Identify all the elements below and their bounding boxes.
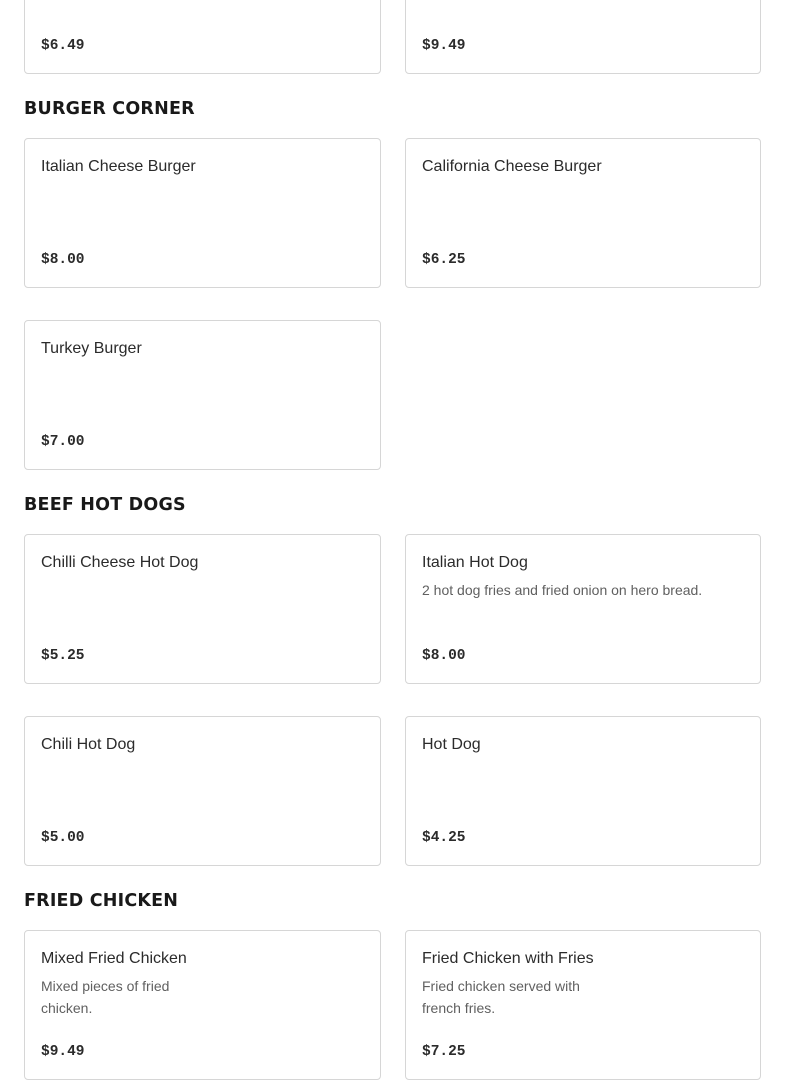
- menu-item-card[interactable]: [405, 138, 761, 288]
- menu-item-card[interactable]: [405, 0, 761, 74]
- menu-item-name: Turkey Burger: [41, 340, 142, 357]
- menu-item-price: $9.49: [41, 1044, 85, 1060]
- menu-item-card[interactable]: [24, 320, 381, 470]
- menu-item-price: $7.25: [422, 1044, 466, 1060]
- section-title-beef-hot-dogs: BEEF HOT DOGS: [24, 495, 186, 515]
- menu-item-name: Hot Dog: [422, 736, 481, 753]
- menu-item-price: $6.49: [41, 38, 85, 54]
- menu-item-card[interactable]: [24, 930, 381, 1080]
- menu-item-card[interactable]: [405, 534, 761, 684]
- section-title-burger-corner: BURGER CORNER: [24, 99, 195, 119]
- menu-item-name: Chili Hot Dog: [41, 736, 136, 753]
- menu-item-price: $8.00: [422, 648, 466, 664]
- menu-item-name: Italian Hot Dog: [422, 554, 528, 571]
- menu-item-card[interactable]: [405, 930, 761, 1080]
- menu-item-description: Mixed pieces of fried chicken.: [41, 978, 170, 1016]
- menu-item-price: $5.00: [41, 830, 85, 846]
- menu-item-description: Fried chicken served with french fries.: [422, 978, 580, 1016]
- menu-item-price: $5.25: [41, 648, 85, 664]
- menu-item-name: Italian Cheese Burger: [41, 158, 196, 175]
- menu-item-price: $9.49: [422, 38, 466, 54]
- menu-item-card[interactable]: [24, 138, 381, 288]
- menu-item-description: 2 hot dog fries and fried onion on hero bread.: [422, 582, 703, 598]
- menu-item-name: Chilli Cheese Hot Dog: [41, 554, 199, 571]
- menu-item-card[interactable]: [24, 534, 381, 684]
- menu-item-price: $4.25: [422, 830, 466, 846]
- menu-item-name: Fried Chicken with Fries: [422, 950, 594, 967]
- menu-item-card[interactable]: [405, 716, 761, 866]
- menu-item-price: $7.00: [41, 434, 85, 450]
- menu-item-name: Mixed Fried Chicken: [41, 950, 187, 967]
- menu-item-price: $6.25: [422, 252, 466, 268]
- menu-item-card[interactable]: [24, 716, 381, 866]
- menu-item-price: $8.00: [41, 252, 85, 268]
- section-title-fried-chicken: FRIED CHICKEN: [24, 891, 179, 911]
- menu-item-card[interactable]: [24, 0, 381, 74]
- menu-item-name: California Cheese Burger: [422, 158, 602, 175]
